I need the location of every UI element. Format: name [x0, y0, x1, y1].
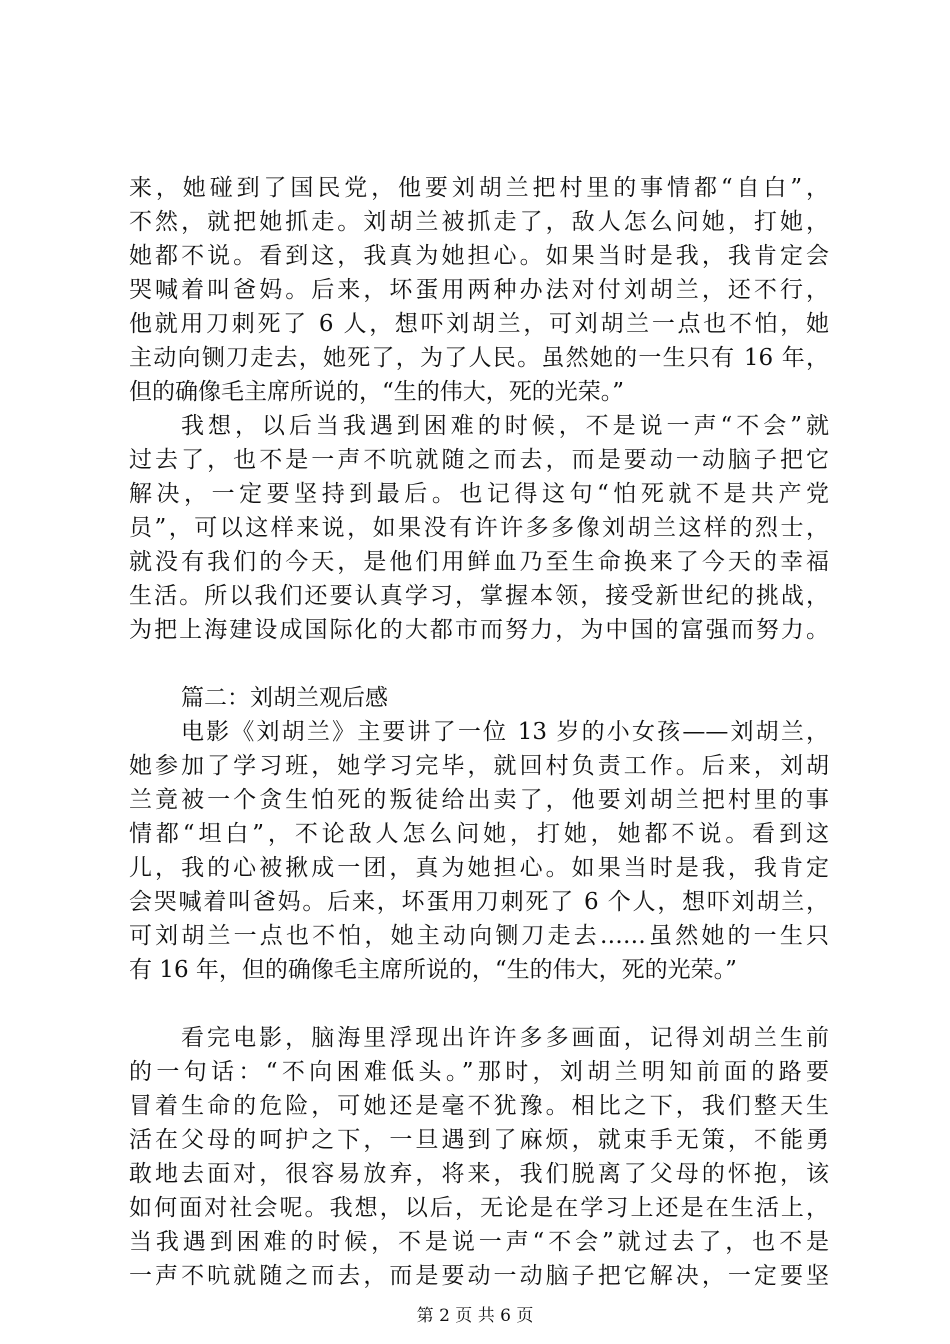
- text-line: 为把上海建设成国际化的大都市而努力，为中国的富强而努力。: [129, 617, 829, 643]
- text-line: 如何面对社会呢。我想，以后，无论是在学习上还是在生活上，: [129, 1195, 829, 1221]
- text-line: 员”，可以这样来说，如果没有许许多多像刘胡兰这样的烈士，: [129, 515, 829, 541]
- text-line: 儿，我的心被揪成一团，真为她担心。如果当时是我，我肯定: [129, 855, 829, 881]
- page-number-footer: 第 2 页 共 6 页: [416, 1306, 534, 1326]
- text-line: 解决，一定要坚持到最后。也记得这句“怕死就不是共产党: [129, 481, 829, 507]
- text-line: 当我遇到困难的时候，不是说一声“不会”就过去了，也不是: [129, 1229, 829, 1255]
- text-line: 过去了，也不是一声不吭就随之而去，而是要动一动脑子把它: [129, 447, 829, 473]
- text-line: 活在父母的呵护之下，一旦遇到了麻烦，就束手无策，不能勇: [129, 1127, 829, 1153]
- text-line: 一声不吭就随之而去，而是要动一动脑子把它解决，一定要坚: [129, 1263, 829, 1289]
- text-line: 生活。所以我们还要认真学习，掌握本领，接受新世纪的挑战，: [129, 583, 829, 609]
- text-line: 哭喊着叫爸妈。后来，坏蛋用两种办法对付刘胡兰，还不行，: [129, 277, 829, 303]
- text-line: 兰竟被一个贪生怕死的叛徒给出卖了，他要刘胡兰把村里的事: [129, 787, 829, 813]
- text-line: 电影《刘胡兰》主要讲了一位 13 岁的小女孩——刘胡兰，: [181, 719, 829, 745]
- text-line: 不然，就把她抓走。刘胡兰被抓走了，敌人怎么问她，打她，: [129, 209, 829, 235]
- text-line: 敢地去面对，很容易放弃，将来，我们脱离了父母的怀抱，该: [129, 1161, 829, 1187]
- text-line: 有 16 年，但的确像毛主席所说的，“生的伟大，死的光荣。”: [129, 957, 737, 983]
- text-line: 冒着生命的危险，可她还是毫不犹豫。相比之下，我们整天生: [129, 1093, 829, 1119]
- text-line: 来，她碰到了国民党，他要刘胡兰把村里的事情都“自白”，: [129, 175, 829, 201]
- text-line: 的一句话：“不向困难低头。”那时，刘胡兰明知前面的路要: [129, 1059, 829, 1085]
- text-line: 看完电影，脑海里浮现出许许多多画面，记得刘胡兰生前: [181, 1025, 829, 1051]
- text-line: 她参加了学习班，她学习完毕，就回村负责工作。后来，刘胡: [129, 753, 829, 779]
- text-line: 情都“坦白”，不论敌人怎么问她，打她，她都不说。看到这: [129, 821, 829, 847]
- text-line: 主动向铡刀走去，她死了，为了人民。虽然她的一生只有 16 年，: [129, 345, 829, 371]
- text-line: 他就用刀刺死了 6 人，想吓刘胡兰，可刘胡兰一点也不怕，她: [129, 311, 829, 337]
- text-line: 会哭喊着叫爸妈。后来，坏蛋用刀刺死了 6 个人，想吓刘胡兰，: [129, 889, 829, 915]
- text-line: 她都不说。看到这，我真为她担心。如果当时是我，我肯定会: [129, 243, 829, 269]
- text-line: 但的确像毛主席所说的，“生的伟大，死的光荣。”: [129, 379, 625, 405]
- text-line: 就没有我们的今天，是他们用鲜血乃至生命换来了今天的幸福: [129, 549, 829, 575]
- section-heading: 篇二：刘胡兰观后感: [181, 685, 388, 711]
- text-line: 我想，以后当我遇到困难的时候，不是说一声“不会”就: [181, 413, 829, 439]
- text-line: 可刘胡兰一点也不怕，她主动向铡刀走去……虽然她的一生只: [129, 923, 829, 949]
